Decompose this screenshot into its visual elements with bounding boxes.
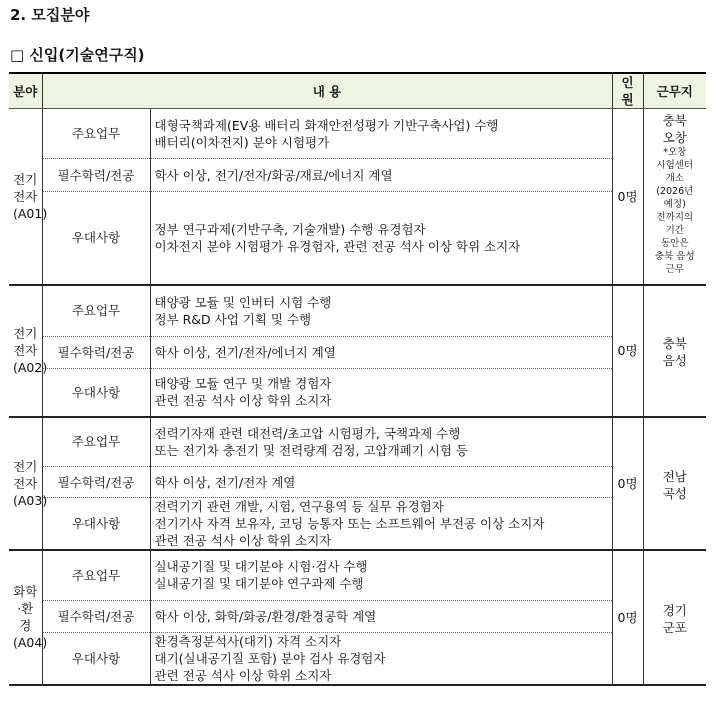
text-line: 관련 전공 석사 이상 학위 소지자	[154, 393, 332, 409]
text-line: 관련 전공 석사 이상 학위 소지자	[154, 667, 332, 683]
table-row	[9, 498, 706, 551]
table-row	[9, 632, 706, 685]
text-line: 충북 음성	[654, 251, 695, 262]
text-line: 전기	[13, 458, 38, 474]
header-location: 근무지	[643, 73, 706, 109]
text-line: (2026년	[656, 186, 694, 197]
text-line: ·환경	[17, 601, 34, 634]
duty-content	[150, 417, 612, 467]
duty-content	[150, 109, 612, 159]
text-line: 관련 전공 석사 이상 학위 소지자	[154, 533, 332, 548]
req-label: 필수학력/전공	[42, 159, 150, 192]
table-row	[9, 600, 706, 632]
duty-content	[150, 550, 612, 600]
field-cell	[9, 109, 48, 285]
recruitment-table	[9, 72, 706, 686]
text-line: 오창	[662, 130, 687, 145]
pref-content	[150, 498, 612, 551]
text-line: 군포	[662, 619, 687, 635]
table-row	[9, 337, 706, 369]
text-line: 환경측정분석사(대기) 자격 소지자	[154, 633, 342, 649]
text-line: 실내공기질 및 대기분야 연구과제 수행	[154, 576, 364, 592]
text-line: 동안은	[661, 238, 689, 249]
text-line: 전자	[13, 343, 38, 358]
text-line: 정부 R&D 사업 기획 및 수행	[154, 311, 312, 327]
pref-content	[150, 192, 612, 285]
duty-label: 주요업무	[42, 109, 150, 159]
text-line: 태양광 모듈 및 인버터 시험 수행	[154, 294, 332, 310]
table-row	[9, 417, 706, 467]
table-row	[9, 159, 706, 192]
text-line: 전력기자재 관련 대전력/초고압 시험평가, 국책과제 수행	[154, 425, 461, 441]
pref-content	[150, 369, 612, 417]
text-line: 음성	[662, 353, 687, 368]
count-cell: 0명	[612, 417, 643, 551]
duty-content	[150, 285, 612, 337]
req-content: 학사 이상, 전기/전자/화공/재료/에너지 계열	[150, 159, 612, 192]
table-row	[9, 369, 706, 417]
text-line: 이차전지 분야 시험평가 유경험자, 관련 전공 석사 이상 학위 소지자	[154, 238, 521, 254]
location-cell	[643, 109, 706, 285]
text-line: 전력기기 관련 개발, 시험, 연구용역 등 실무 유경험자	[154, 499, 444, 514]
text-line: 화학	[13, 584, 38, 600]
count-cell: 0명	[612, 550, 643, 685]
field-cell	[9, 417, 48, 551]
subsection-title: □ 신입(기술연구직)	[10, 46, 145, 64]
req-label: 필수학력/전공	[42, 600, 150, 632]
pref-label: 우대사항	[42, 632, 150, 685]
header-content: 내 용	[42, 73, 612, 109]
req-content: 학사 이상, 전기/전자 계열	[150, 467, 612, 498]
req-content: 학사 이상, 전기/전자/에너지 계열	[150, 337, 612, 369]
text-line: 정부 연구과제(기반구축, 기술개발) 수행 유경험자	[154, 221, 426, 237]
pref-label: 우대사항	[42, 192, 150, 285]
text-line: 충북	[662, 336, 687, 351]
text-line: 배터리(이차전지) 분야 시험평가	[154, 134, 330, 150]
duty-label: 주요업무	[42, 285, 150, 337]
header-count: 인원	[612, 73, 643, 109]
field-cell	[9, 285, 48, 417]
count-cell: 0명	[612, 285, 643, 417]
text-line: (A04)	[13, 635, 48, 651]
text-line: 전기	[13, 171, 38, 187]
location-cell	[643, 285, 706, 417]
text-line: 경기	[662, 602, 687, 618]
text-line: (A02)	[13, 360, 48, 375]
count-cell: 0명	[612, 109, 643, 285]
text-line: 기간	[665, 225, 684, 236]
text-line: (A01)	[13, 205, 48, 221]
section-title: 2. 모집분야	[10, 6, 90, 24]
req-content: 학사 이상, 화학/화공/환경/환경공학 계열	[150, 600, 612, 632]
text-line: 전기기사 자격 보유자, 코딩 능통자 또는 소프트웨어 부전공 이상 소지자	[154, 516, 545, 531]
duty-label: 주요업무	[42, 417, 150, 467]
location-cell	[643, 417, 706, 551]
text-line: 곡성	[662, 485, 687, 501]
text-line: 또는 전기차 충전기 및 전력량계 검정, 고압개폐기 시험 등	[154, 442, 468, 458]
text-line: 대형국책과제(EV용 배터리 화재안전성평가 기반구축사업) 수행	[154, 117, 499, 133]
text-line: (A03)	[13, 492, 48, 508]
table-row	[9, 192, 706, 285]
text-line: 실내공기질 및 대기분야 시험·검사 수행	[154, 559, 368, 575]
text-line: 전남	[662, 468, 687, 484]
header-field: 분야	[9, 73, 42, 109]
field-cell	[9, 550, 48, 685]
text-line: 시험센터	[656, 160, 694, 171]
location-cell	[643, 550, 706, 685]
duty-label: 주요업무	[42, 550, 150, 600]
req-label: 필수학력/전공	[42, 337, 150, 369]
text-line: 전자	[13, 188, 38, 204]
pref-label: 우대사항	[42, 369, 150, 417]
pref-label: 우대사항	[42, 498, 150, 551]
pref-content	[150, 632, 612, 685]
table-row	[9, 285, 706, 337]
text-line: 충북	[662, 113, 687, 128]
text-line: *오창	[663, 147, 687, 158]
text-line: 전자	[13, 475, 38, 491]
text-line: 개소	[665, 173, 684, 184]
text-line: 태양광 모듈 연구 및 개발 경험자	[154, 376, 332, 392]
table-row	[9, 109, 706, 159]
text-line: 전기	[13, 326, 38, 341]
text-line: 근무	[665, 264, 684, 275]
text-line: 대기(실내공기질 포함) 분야 검사 유경험자	[154, 650, 386, 666]
table-row	[9, 467, 706, 498]
text-line: 전까지의	[656, 212, 694, 223]
text-line: 예정)	[663, 199, 686, 210]
table-row	[9, 550, 706, 600]
req-label: 필수학력/전공	[42, 467, 150, 498]
